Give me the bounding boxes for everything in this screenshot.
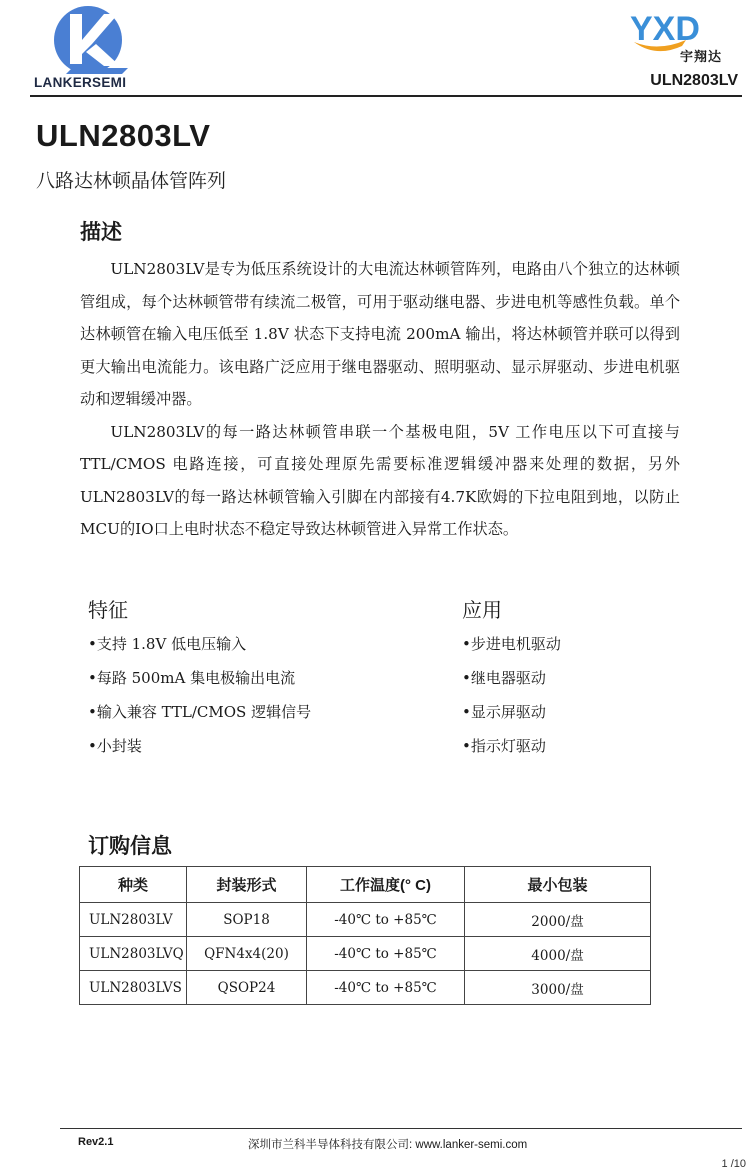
features-list [88, 627, 311, 763]
document-title: ULN2803LV [36, 118, 211, 153]
cell-type: ULN2803LVS [80, 971, 187, 1005]
column-header-temperature: 工作温度(° C) [307, 867, 465, 903]
yxd-logo-wordmark: YXD [630, 10, 700, 48]
table-header-row [80, 867, 651, 903]
cell-temperature: -40℃ to +85℃ [307, 903, 465, 937]
ordering-table [79, 866, 651, 1005]
lankersemi-logo-text: LANKERSEMI [34, 75, 127, 90]
cell-type: ULN2803LV [80, 903, 187, 937]
footer-company: 深圳市兰科半导体科技有限公司: www.lanker-semi.com [248, 1139, 528, 1151]
header-divider [30, 95, 742, 97]
column-header-type: 种类 [80, 867, 187, 903]
cell-temperature: -40℃ to +85℃ [307, 971, 465, 1005]
document-subtitle: 八路达林顿晶体管阵列 [36, 170, 227, 192]
feature-item: •每路 500mA 集电极输出电流 [88, 669, 296, 687]
feature-item: •输入兼容 TTL/CMOS 逻辑信号 [88, 703, 312, 721]
application-item: •显示屏驱动 [462, 703, 546, 721]
description-heading: 描述 [80, 221, 122, 244]
footer-page-number: 1 /10 [721, 1158, 746, 1170]
ordering-heading: 订购信息 [88, 835, 172, 858]
application-item: •步进电机驱动 [462, 635, 561, 653]
column-header-min-pack: 最小包装 [465, 867, 651, 903]
features-heading: 特征 [88, 598, 128, 622]
cell-min-pack: 2000/盘 [465, 903, 651, 937]
footer-revision: Rev2.1 [78, 1136, 114, 1148]
cell-temperature: -40℃ to +85℃ [307, 937, 465, 971]
feature-item: •小封装 [88, 737, 142, 755]
description-paragraph-1: ULN2803LV是专为低压系统设计的大电流达林顿管阵列，电路由八个独立的达林顿管组成，每个达林顿管带有续流二极管，可用于驱动继电器、步进电机等感性负载。单个达林顿管在输入电压低至 1.8V 状态下支持电流 200mA 输出，将达林顿管并联可以得到更大输出电流能力。该电路广泛应用于继电器驱动、照明驱动、显示屏驱动、步进电机驱动和逻辑缓冲器。 [80, 260, 680, 408]
footer-divider [60, 1128, 742, 1129]
cell-package: SOP18 [187, 903, 307, 937]
table-row [80, 971, 651, 1005]
description-paragraph-2: ULN2803LV的每一路达林顿管串联一个基极电阻，5V 工作电压以下可直接与TTL/CMOS 电路连接，可直接处理原先需要标准逻辑缓冲器来处理的数据，另外ULN2803LV的每一路达林顿管输入引脚在内部接有4.7K欧姆的下拉电阻到地，以防止MCU的IO口上电时状态不稳定导致达林顿管进入异常工作状态。 [80, 422, 680, 538]
yxd-logo-subtitle: 宇翔达 [680, 49, 723, 64]
column-header-package: 封装形式 [187, 867, 307, 903]
application-item: •指示灯驱动 [462, 737, 546, 755]
cell-type: ULN2803LVQ [80, 937, 187, 971]
applications-list [462, 627, 561, 763]
description-body [80, 253, 680, 546]
cell-min-pack: 4000/盘 [465, 937, 651, 971]
application-item: •继电器驱动 [462, 669, 546, 687]
table-row [80, 903, 651, 937]
cell-package: QFN4x4(20) [187, 937, 307, 971]
header-part-number: ULN2803LV [650, 72, 738, 89]
table-row [80, 937, 651, 971]
cell-package: QSOP24 [187, 971, 307, 1005]
applications-heading: 应用 [462, 598, 502, 622]
feature-item: •支持 1.8V 低电压输入 [88, 635, 247, 653]
cell-min-pack: 3000/盘 [465, 971, 651, 1005]
